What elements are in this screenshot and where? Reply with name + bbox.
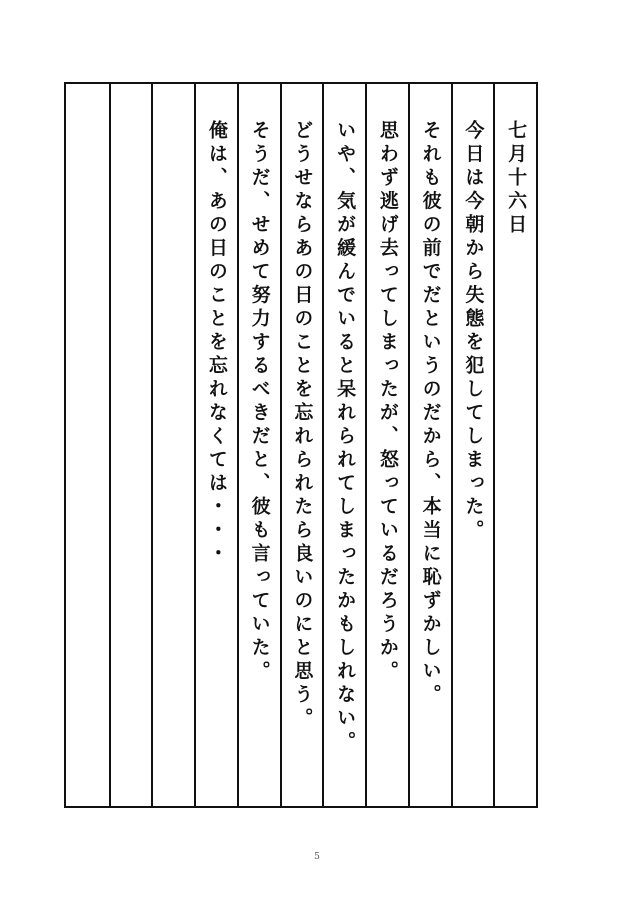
date-column xyxy=(493,84,536,806)
page-number: 5 xyxy=(314,852,320,862)
diary-date: 七月十六日 xyxy=(505,120,528,238)
vertical-lined-paper xyxy=(64,82,538,808)
column-text: 思わず逃げ去ってしまったが、怒っているだろうか。 xyxy=(376,120,399,684)
text-column xyxy=(365,84,408,806)
text-column xyxy=(408,84,451,806)
column-text: それも彼の前でだというのだから、本当に恥ずかしい。 xyxy=(419,120,442,708)
text-column xyxy=(322,84,365,806)
column-text: 俺は、あの日のことを忘れなくては・・・ xyxy=(205,120,228,567)
text-column xyxy=(194,84,237,806)
text-column xyxy=(451,84,494,806)
blank-column xyxy=(109,84,152,806)
column-text: どうせならあの日のことを忘れられたら良いのにと思う。 xyxy=(291,120,314,731)
column-text: 今日は今朝から失態を犯してしまった。 xyxy=(462,120,485,543)
blank-column xyxy=(151,84,194,806)
blank-column xyxy=(66,84,109,806)
text-column xyxy=(280,84,323,806)
text-column xyxy=(237,84,280,806)
column-text: いや、気が緩んでいると呆れられてしまったかもしれない。 xyxy=(334,120,357,755)
column-text: そうだ、せめて努力するべきだと、彼も言っていた。 xyxy=(248,120,271,684)
